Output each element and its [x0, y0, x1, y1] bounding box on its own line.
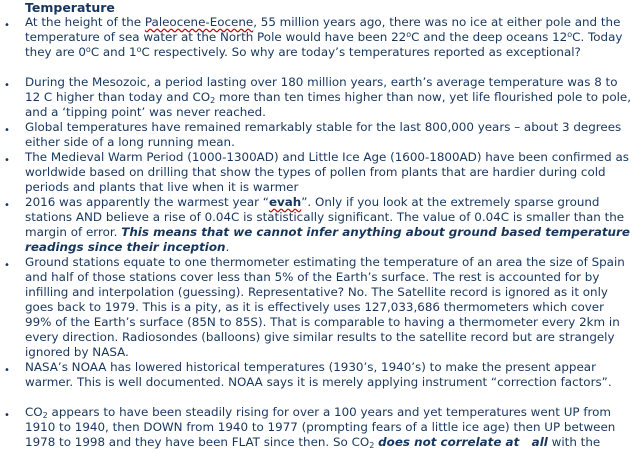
item-text: NASA’s NOAA has lowered historical temperatures (1930’s, 1940’s) to make the present appear warmer. This is well documented. NOAA says it is merely applying instrument “correction factors”.	[25, 360, 612, 389]
degree-mark: o	[406, 30, 412, 39]
item-text: appears to have been steadily rising for over a 100 years and yet temperatures went UP from 1910 to 1940, then DOWN from 1940 to 1977 (prompting fears of a little ice age) then UP between 1978 to 1998 and they have been FLAT since then. So CO	[25, 405, 616, 449]
bullet-icon: •	[4, 125, 10, 136]
item-text: Ground stations equate to one thermometer estimating the temperature of an area the size of Spain and half of those stations cover less than 5% of the Earth’s surface. The rest is accounted for by infilling and interpolation (guessing). Representative? No. The Satellite record is ignored as it only goes back to 1979. This is a pity, as it is effectively uses 127,033,686 thermometers which cover 99% of the Earth’s surface (85N to 85S). That is comparable to having a thermometer every 2km in every direction. Radiosondes (balloons) give similar results to the satellite record but are strangely ignored by NASA.	[25, 255, 625, 359]
item-text: At the height of the	[25, 15, 145, 29]
item-text: C respectively. So why are today’s temperatures reported as exceptional?	[141, 45, 581, 59]
degree-mark: o	[567, 30, 573, 39]
emphasis-text: This means that we cannot infer anything about ground based temperature readings since their inception	[25, 225, 630, 254]
list-item	[0, 120, 637, 150]
item-text: more than ten times higher than now, yet life flourished pole to pole, and a ‘tipping point’ was never reached.	[25, 90, 632, 119]
item-text: C and the deep oceans 12	[411, 30, 568, 44]
item-text: ”. Only if you look at the extremely sparse ground stations AND believe a rise of 0.04C is statistically significant. The value of 0.04C is smaller than the margin of error.	[25, 195, 625, 239]
item-text: C and 1	[90, 45, 137, 59]
subscript: 2	[369, 441, 375, 450]
list-item	[0, 75, 637, 120]
bullet-icon: •	[4, 155, 10, 166]
bullet-list	[0, 15, 637, 453]
item-text: The Medieval Warm Period (1000-1300AD) and Little Ice Age (1600-1800AD) have been confirmed as worldwide based on drilling that show the types of pollen from plants that are hardier during cold periods and plants that live when it is warmer	[25, 150, 629, 194]
list-item	[0, 405, 637, 453]
bullet-icon: •	[4, 365, 10, 376]
item-text: .	[225, 240, 230, 254]
list-item	[0, 255, 637, 360]
spellcheck-word: Paleocene-Eocene	[144, 15, 254, 29]
item-text: 2016 was apparently the warmest year “	[25, 195, 269, 209]
item-text: During the Mesozoic, a period lasting over 180 million years, earth’s average temperature was 8 to 12 C higher than today and CO	[25, 75, 618, 104]
item-text: Global temperatures have remained remarkably stable for the last 800,000 years – about 3 degrees either side of a long running mean.	[25, 120, 622, 149]
page-title: Temperature	[25, 0, 115, 15]
list-item	[0, 195, 637, 255]
bullet-icon: •	[4, 410, 10, 421]
list-item	[0, 150, 637, 195]
item-text: CO	[25, 405, 43, 419]
item-text: , 55 million years ago, there was no ice at either pole and the temperature of sea water at the North Pole would have been 22	[25, 15, 621, 44]
degree-mark: o	[136, 45, 142, 54]
spellcheck-word: evah	[268, 195, 302, 209]
bullet-icon: •	[4, 20, 10, 31]
subscript: 2	[210, 96, 216, 105]
item-text: C. Today they are 0	[25, 30, 623, 59]
bullet-icon: •	[4, 80, 10, 91]
emphasis-text: does not correlate at all	[378, 435, 548, 449]
subscript: 2	[42, 411, 48, 420]
list-item	[0, 15, 637, 75]
bullet-icon: •	[4, 200, 10, 211]
list-item	[0, 360, 637, 405]
degree-mark: o	[85, 45, 91, 54]
bullet-icon: •	[4, 260, 10, 271]
item-text: with the	[547, 435, 601, 449]
